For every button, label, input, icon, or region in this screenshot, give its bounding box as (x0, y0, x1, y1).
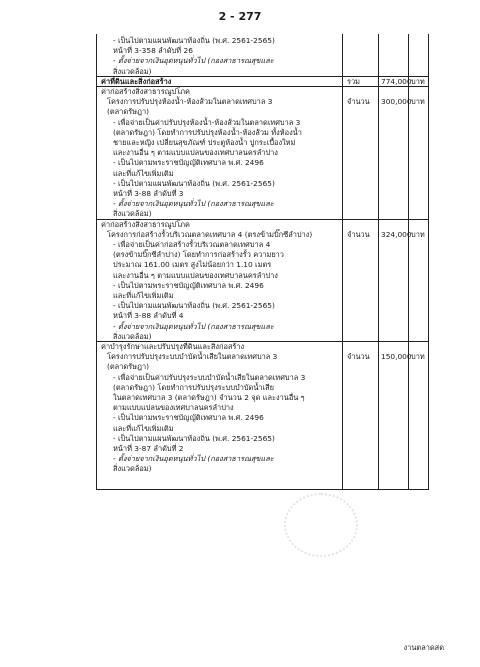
text-line: สิ่งแวดล้อม) (113, 209, 152, 219)
text-line: หน้าที่ 3-88 ลำดับที่ 4 (113, 311, 184, 321)
amount-value: 324,000 (381, 229, 412, 239)
amount-label: จำนวน (347, 97, 370, 107)
text-line: - ตั้งจ่ายจากเงินอุดหนุนทั่วไป (กองสาธารณสุขและ (113, 56, 274, 66)
text-line: สิ่งแวดล้อม) (113, 66, 152, 76)
amount-label: จำนวน (347, 229, 370, 239)
text-line: หน้าที่ 3-87 ลำดับที่ 2 (113, 444, 184, 453)
stamp-smudge (284, 493, 358, 557)
text-line: และที่แก้ไขเพิ่มเติม (113, 423, 174, 433)
page-number: 2 - 277 (218, 10, 262, 23)
footer-label: งานตลาดสด (403, 643, 444, 652)
amount-value: 150,000 (381, 352, 412, 362)
text-line: ตามแบบแปลนของเทศบาลนครลำปาง (113, 403, 234, 413)
amount-unit: บาท (411, 352, 425, 362)
text-line: (ตลาดรัษฎา) โดยทำการปรับปรุงห้องน้ำ-ห้องส้วม ทั้งห้องน้ำ (113, 127, 302, 137)
amount-value: 774,000 (381, 76, 412, 86)
text-line: (ตลาดรัษฎา) (107, 362, 149, 372)
text-line: ค่าก่อสร้างสิ่งสาธารณูปโภค (101, 87, 190, 96)
budget-table (96, 34, 429, 490)
text-line: - เพื่อจ่ายเป็นค่าปรับปรุงห้องน้ำ-ห้องส้วมในตลาดเทศบาล 3 (113, 117, 301, 127)
text-line: ชายและหญิง เปลี่ยนสุขภัณฑ์ ประตูห้องน้ำ ปูกระเบื้องใหม่ (113, 138, 296, 147)
amount-label: รวม (347, 76, 360, 86)
text-line: - เป็นไปตามแผนพัฒนาท้องถิ่น (พ.ศ. 2561-2565) (113, 178, 275, 188)
amount-unit: บาท (411, 229, 425, 239)
text-line: ค่าก่อสร้างสิ่งสาธารณูปโภค (101, 219, 190, 229)
text-line: โครงการปรับปรุงห้องน้ำ-ห้องส้วมในตลาดเทศบาล 3 (107, 97, 273, 107)
amount-value: 300,000 (381, 97, 412, 107)
text-line: - เพื่อจ่ายเป็นค่าปรับปรุงระบบบำบัดน้ำเสียในตลาดเทศบาล 3 (113, 372, 306, 382)
text-line: ในตลาดเทศบาล 3 (ตลาดรัษฎา) จำนวน 2 จุด และงานอื่น ๆ (113, 393, 305, 402)
text-line: - เป็นไปตามพระราชบัญญัติเทศบาล พ.ศ. 2496 (113, 158, 264, 168)
text-line: และที่แก้ไขเพิ่มเติม (113, 291, 174, 300)
text-line: - เป็นไปตามแผนพัฒนาท้องถิ่น (พ.ศ. 2561-2565) (113, 36, 275, 45)
text-line: สิ่งแวดล้อม) (113, 331, 152, 341)
text-line: หน้าที่ 3-358 ลำดับที่ 26 (113, 46, 193, 56)
text-line: ประมาณ 161.00 เมตร สูงไม่น้อยกว่า 1.10 เมตร (113, 260, 272, 270)
text-line: - ตั้งจ่ายจากเงินอุดหนุนทั่วไป (กองสาธารณสุขและ (113, 199, 274, 209)
text-line: สิ่งแวดล้อม) (113, 464, 152, 474)
text-line: หน้าที่ 3-88 ลำดับที่ 3 (113, 189, 184, 198)
amount-unit: บาท (411, 97, 425, 107)
text-line: (ตลาดรัษฎา) โดยทำการปรับปรุงระบบบำบัดน้ำเสีย (113, 382, 274, 392)
text-line: - เป็นไปตามแผนพัฒนาท้องถิ่น (พ.ศ. 2561-2565) (113, 301, 275, 311)
text-line: ค่าที่ดินและสิ่งก่อสร้าง (101, 76, 172, 86)
text-line: โครงการก่อสร้างรั้วบริเวณตลาดเทศบาล 4 (ตรงข้ามบิ๊กซีลำปาง) (107, 229, 313, 239)
text-line: ค่าบำรุงรักษาและปรับปรุงที่ดินและสิ่งก่อสร้าง (101, 342, 245, 351)
amount-label: จำนวน (347, 352, 370, 362)
text-line: และงานอื่น ๆ ตามแบบแปลนของเทศบาลนครลำปาง (113, 270, 278, 280)
amount-unit: บาท (411, 76, 425, 86)
text-line: และงานอื่น ๆ ตามแบบแปลนของเทศบาลนครลำปาง (113, 148, 278, 158)
text-line: (ตรงข้ามบิ๊กซีลำปาง) โดยทำการก่อสร้างรั้ว ความยาว (113, 250, 284, 260)
text-line: - เพื่อจ่ายเป็นค่าก่อสร้างรั้วบริเวณตลาดเทศบาล 4 (113, 240, 271, 249)
text-line: และที่แก้ไขเพิ่มเติม (113, 168, 174, 178)
text-line: - เป็นไปตามแผนพัฒนาท้องถิ่น (พ.ศ. 2561-2565) (113, 433, 275, 443)
column-separator (378, 34, 379, 489)
text-line: - เป็นไปตามพระราชบัญญัติเทศบาล พ.ศ. 2496 (113, 280, 264, 290)
text-line: - ตั้งจ่ายจากเงินอุดหนุนทั่วไป (กองสาธารณสุขและ (113, 454, 274, 464)
text-line: โครงการปรับปรุงระบบบำบัดน้ำเสียในตลาดเทศบาล 3 (107, 352, 278, 362)
text-line: - เป็นไปตามพระราชบัญญัติเทศบาล พ.ศ. 2496 (113, 413, 264, 423)
column-separator (342, 34, 343, 489)
text-line: - ตั้งจ่ายจากเงินอุดหนุนทั่วไป (กองสาธารณสุขและ (113, 321, 274, 331)
text-line: (ตลาดรัษฎา) (107, 107, 149, 117)
